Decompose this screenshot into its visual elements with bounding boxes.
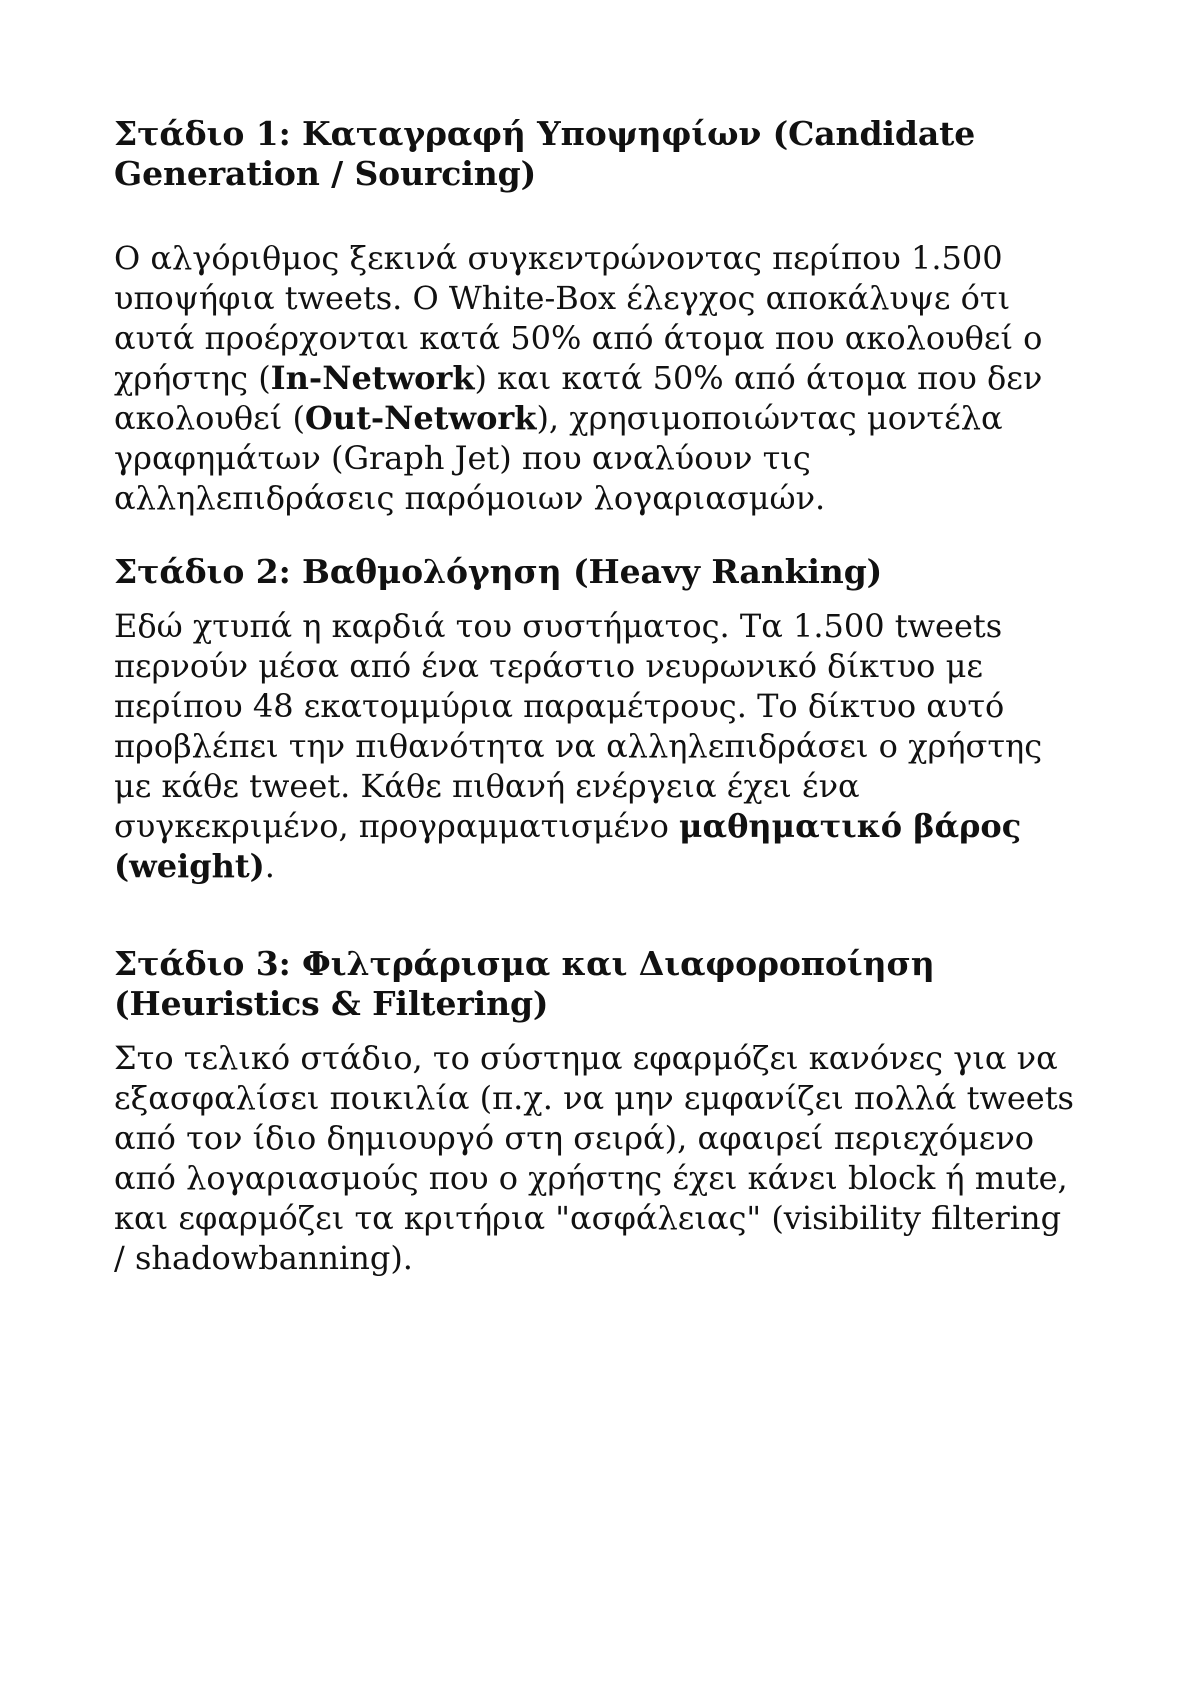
- bold-term-out-network: Out-Network: [304, 399, 537, 437]
- section-stage-2: [114, 552, 1080, 886]
- section-heading: Στάδιο 2: Βαθμολόγηση (Heavy Ranking): [114, 552, 883, 591]
- paragraph-text: .: [264, 847, 275, 885]
- section-stage-3: [114, 944, 1080, 1278]
- paragraph-text: Στο τελικό στάδιο, το σύστημα εφαρμόζει κανόνες για να εξασφαλίσει ποικιλία (π.χ. να μην εμφανίζει πολλά tweets από τον ίδιο δημιουργό στη σειρά), αφαιρεί περιεχόμενο από λογαριασμούς που ο χρήστης έχει κάνει block ή mute, και εφαρμόζει τα κριτήρια "ασφάλειας" (visibility filtering / shadowbanning).: [114, 1039, 1074, 1277]
- section-heading: Στάδιο 3: Φιλτράρισμα και Διαφοροποίηση (Heuristics & Filtering): [114, 944, 935, 1023]
- paragraph-text: Ο αλγόριθμος ξεκινά συγκεντρώνοντας περίπου 1.500 υποψήφια tweets. Ο White-Box έλεγχος αποκάλυψε ότι αυτά προέρχονται κατά 50% από άτομα που ακολουθεί ο χρήστης (: [114, 239, 1043, 397]
- bold-term-weight: μαθηματικό βάρος (weight): [114, 807, 1022, 885]
- section-paragraph: [114, 238, 1080, 518]
- bold-term-in-network: In-Network: [270, 359, 475, 397]
- section-paragraph: [114, 606, 1080, 886]
- paragraph-text: ) και κατά 50% από άτομα που δεν ακολουθεί (: [114, 359, 1043, 437]
- section-heading: Στάδιο 1: Καταγραφή Υποψηφίων (Candidate Generation / Sourcing): [114, 114, 976, 193]
- section-stage-1: [114, 114, 1080, 518]
- section-paragraph: [114, 1038, 1080, 1278]
- paragraph-text: ), χρησιμοποιώντας μοντέλα γραφημάτων (Graph Jet) που αναλύουν τις αλληλεπιδράσεις παρόμοιων λογαριασμών.: [114, 399, 1003, 517]
- paragraph-text: Εδώ χτυπά η καρδιά του συστήματος. Τα 1.500 tweets περνούν μέσα από ένα τεράστιο νευρωνικό δίκτυο με περίπου 48 εκατομμύρια παραμέτρους. Το δίκτυο αυτό προβλέπει την πιθανότητα να αλληλεπιδράσει ο χρήστης με κάθε tweet. Κάθε πιθανή ενέργεια έχει ένα συγκεκριμένο, προγραμματισμένο: [114, 607, 1043, 845]
